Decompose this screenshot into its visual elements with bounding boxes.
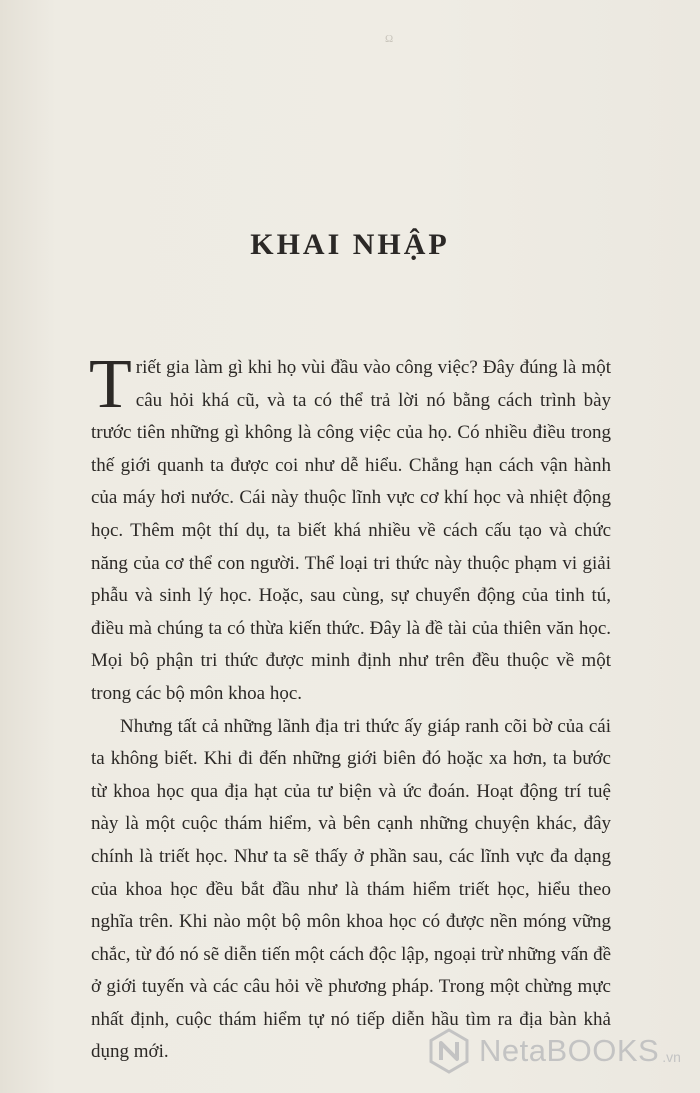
paragraph-1-text: riết gia làm gì khi họ vùi đầu vào công việc? Đây đúng là một câu hỏi khá cũ, và ta có thể trả lời nó bằng cách trình bày trước tiên những gì không là công việc của họ. Có nhiều điều trong thế giới quanh ta được coi như dễ hiểu. Chẳng hạn cách vận hành của máy hơi nước. Cái này thuộc lĩnh vực cơ khí học và nhiệt động học. Thêm một thí dụ, ta biết khá nhiều về cách cấu tạo và chức năng của cơ thể con người. Thể loại tri thức này thuộc phạm vi giải phẫu và sinh lý học. Hoặc, sau cùng, sự chuyển động của tinh tú, điều mà chúng ta có thừa kiến thức. Đây là đề tài của thiên văn học. Mọi bộ phận tri thức được minh định như trên đều thuộc về một trong các bộ môn khoa học. (91, 357, 611, 704)
chapter-title: KHAI NHẬP (250, 228, 450, 261)
watermark-brand: NetaBOOKS (479, 1033, 660, 1068)
paragraph-1 (89, 346, 611, 711)
neta-logo-icon (425, 1027, 473, 1075)
body-text (89, 346, 611, 1069)
running-header: Ω (385, 33, 397, 45)
drop-cap: T (89, 346, 132, 423)
watermark (425, 1025, 695, 1077)
watermark-suffix: .vn (662, 1049, 681, 1065)
paragraph-2: Nhưng tất cả những lãnh địa tri thức ấy giáp ranh cõi bờ của cái ta không biết. Khi đi đến những giới biên đó hoặc xa hơn, ta bước từ khoa học qua địa hạt của tư biện và ức đoán. Hoạt động trí tuệ này là một cuộc thám hiểm, và bên cạnh những chuyện khác, đây chính là triết học. Như ta sẽ thấy ở phần sau, các lĩnh vực đa dạng của khoa học đều bắt đầu như là thám hiểm triết học, hiểu theo nghĩa trên. Khi nào một bộ môn khoa học có được nền móng vững chắc, từ đó nó sẽ diễn tiến một cách độc lập, ngoại trừ những vấn đề ở giới tuyến và các câu hỏi về phương pháp. Trong một chừng mực nhất định, cuộc thám hiểm tự nó tiếp diễn hầu tìm ra địa bàn khả dụng mới. (91, 715, 611, 1063)
